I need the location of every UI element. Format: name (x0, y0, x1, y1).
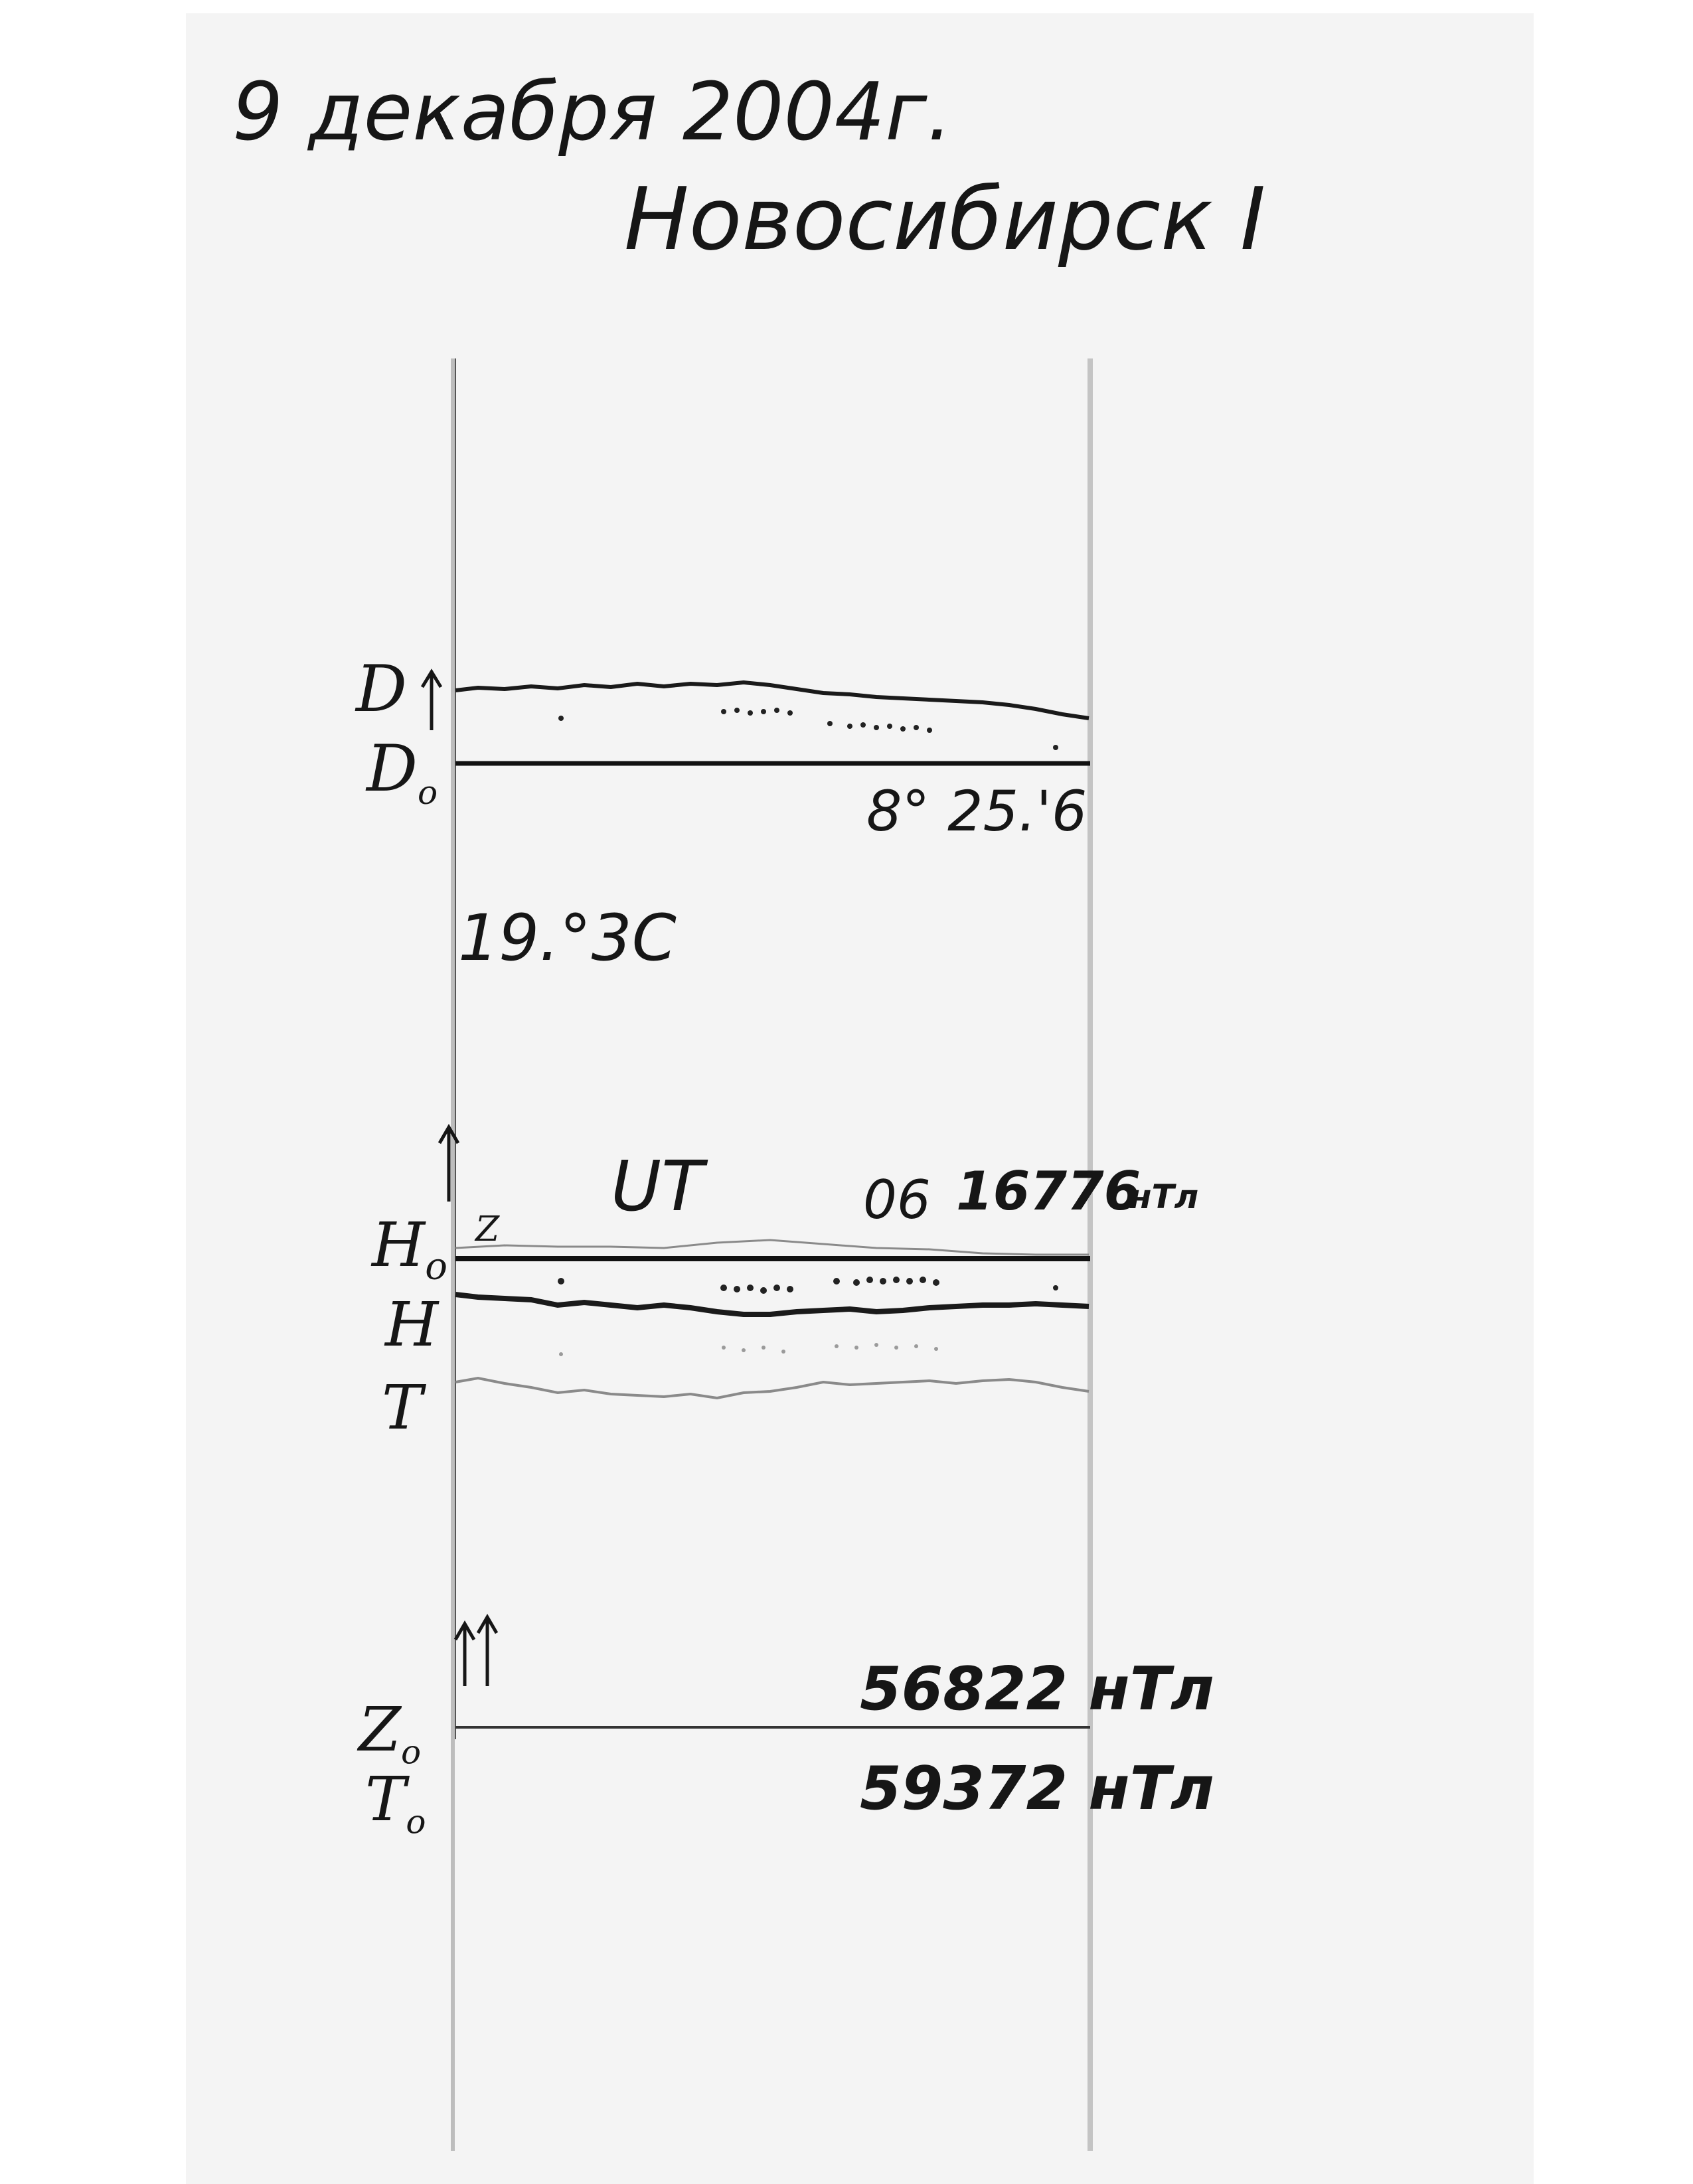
label-d0 (366, 732, 438, 813)
label-z0-main: Z (359, 1694, 401, 1765)
label-d0-sub: o (417, 773, 438, 813)
t-trace (455, 1378, 1089, 1398)
label-h: H (385, 1289, 439, 1360)
h-scatter-points (558, 1277, 1058, 1294)
record-date: 9 декабря 2004г. (232, 66, 953, 159)
label-z: Z (475, 1209, 500, 1249)
d-scatter-points (558, 708, 1058, 750)
label-d: D (356, 652, 407, 726)
h0-unit: нТл (1129, 1178, 1199, 1216)
label-d0-main: D (366, 732, 418, 806)
d-up-arrow-icon (422, 672, 441, 730)
temperature-value: 19.°3C (458, 901, 677, 975)
z-trace (455, 1240, 1089, 1255)
label-h0-main: H (372, 1209, 426, 1281)
label-t0-sub: o (406, 1802, 426, 1841)
label-t: T (382, 1372, 423, 1443)
h-trace (455, 1294, 1089, 1314)
d0-baseline-value: 8° 25.'6 (866, 779, 1088, 844)
label-z0 (359, 1694, 422, 1772)
label-h0-sub: o (425, 1245, 447, 1288)
ut-label: UT (611, 1146, 704, 1227)
z-double-up-arrow-icon (455, 1617, 497, 1686)
t-scatter-points (559, 1343, 938, 1356)
station-name: Новосибирск I (624, 169, 1266, 270)
hour-label: 06 (863, 1169, 931, 1231)
h0-baseline-value: 16776 (956, 1160, 1141, 1222)
label-t0 (365, 1764, 426, 1841)
label-z0-sub: o (400, 1733, 422, 1772)
t0-value: 59372 нТл (860, 1754, 1214, 1824)
z0-value: 56822 нТл (860, 1654, 1214, 1724)
label-t0-main: T (365, 1764, 406, 1835)
d-trace (455, 682, 1089, 718)
label-h0 (372, 1209, 447, 1288)
